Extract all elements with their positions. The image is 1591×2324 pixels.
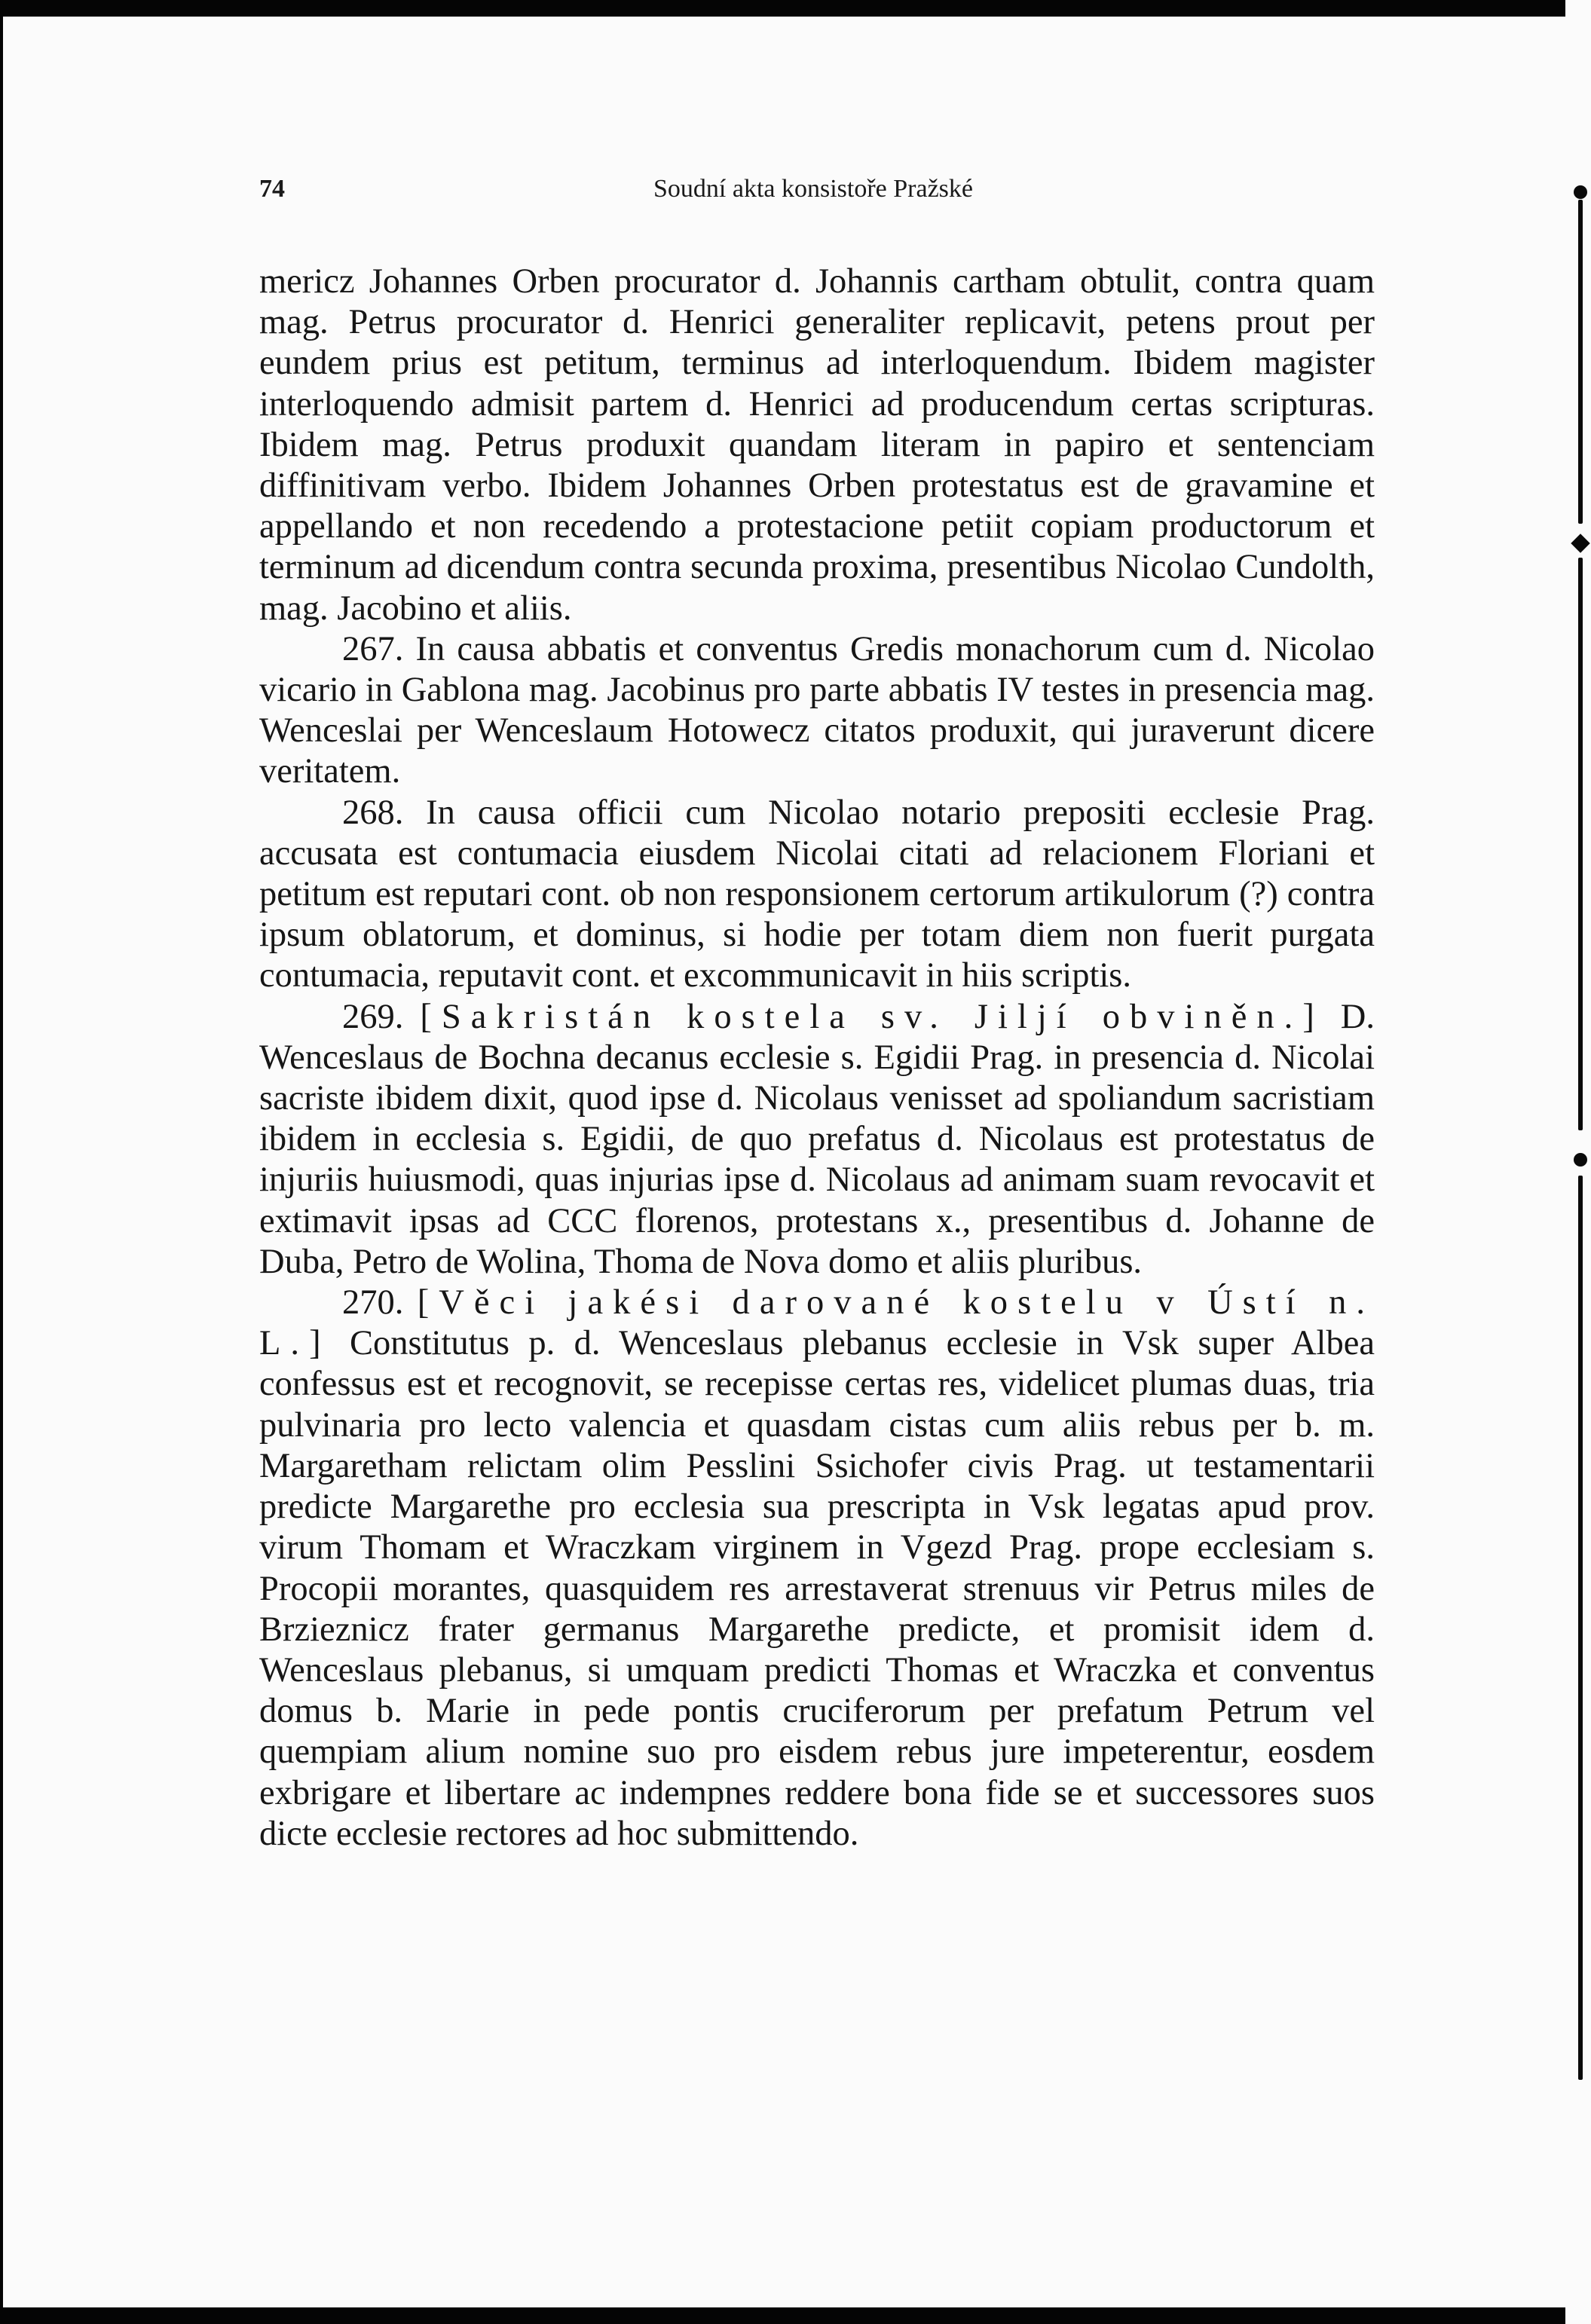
entry-267 (259, 629, 1375, 793)
entry-text: 267. In causa abbatis et conventus Gredis monachorum cum d. Nicolao vicario in Gablona mag. Jacobinus pro parte abbatis IV testes in presencia mag. Wenceslai per Wenceslaum Hotowecz citatos produxit, qui juraverunt dicere veritatem. (259, 629, 1375, 791)
running-title: Soudní akta konsistoře Pražské (653, 175, 973, 203)
entry-heading: [Sakristán kostela sv. Jiljí obviněn.] (420, 997, 1324, 1036)
binding-line (1578, 200, 1583, 524)
body-text (259, 261, 1375, 1855)
entry-number: 269. (342, 997, 404, 1036)
entry-268 (259, 793, 1375, 997)
binding-dot-icon (1574, 185, 1587, 199)
page-number: 74 (259, 175, 285, 203)
entry-heading: [Věci jakési darované kostelu v Ústí n. L.] (259, 1283, 1375, 1363)
entry-text: Constitutus p. d. Wenceslaus plebanus ecclesie in Vsk super Albea confessus est et recognovit, se recepisse certas res, videlicet plumas duas, tria pulvinaria pro lecto valencia et quasdam cistas cum aliis rebus per b. m. Margaretham relictam olim Pesslini Ssichofer civis Prag. ut testamentarii predicte Margarethe pro ecclesia sua prescripta in Vsk legatas apud prov. virum Thomam et Wraczkam virginem in Vgezd Prag. prope ecclesiam s. Procopii morantes, quasquidem res arrestaverat strenuus vir Petrus miles de Brzieznicz frater germanus Margarethe predicte, et promisit idem d. Wenceslaus plebanus, si umquam predicti Thomas et Wraczka et conventus domus b. Marie in pede pontis cruciferorum per prefatum Petrum vel quempiam alium nomine suo pro eisdem rebus jure impeterentur, eosdem exbrigare et libertare ac indempnes reddere bona fide se et successores suos dicte ecclesie rectores ad hoc submittendo. (259, 1324, 1375, 1853)
binding-edge (1565, 0, 1591, 2324)
running-head (259, 175, 1367, 208)
binding-line (1578, 558, 1583, 1130)
paragraph-text: mericz Johannes Orben procurator d. Johannis cartham obtulit, contra quam mag. Petrus procurator d. Henrici generaliter replicavit, petens prout per eundem prius est petitum, terminus ad interloquendum. Ibidem magister interloquendo admisit partem d. Henrici ad producendum certas scripturas. Ibidem mag. Petrus produxit quandam literam in papiro et sentenciam diffinitivam verbo. Ibidem Johannes Orben protestatus est de gravamine et appellando et non recedendo a protestacione petiit copiam productorum et terminum ad dicendum contra secunda proxima, presentibus Nicolao Cundolth, mag. Jacobino et aliis. (259, 262, 1375, 628)
book-page (3, 17, 1565, 2307)
entry-270 (259, 1283, 1375, 1855)
binding-line (1578, 1176, 1583, 2080)
binding-dot-icon (1574, 1153, 1587, 1167)
entry-text: D. Wenceslaus de Bochna decanus ecclesie s. Egidii Prag. in presencia d. Nicolai sacriste ibidem dixit, quod ipse d. Nicolaus venisset ad spoliandum sacristiam ibidem in ecclesia s. Egidii, de quo prefatus d. Nicolaus est protestatus de injuriis huiusmodi, quas injurias ipse d. Nicolaus ad animam suam revocavit et extimavit ipsas ad CCC florenos, protestans x., presentibus d. Johanne de Duba, Petro de Wolina, Thoma de Nova domo et aliis pluribus. (259, 997, 1375, 1281)
paragraph-continuation (259, 261, 1375, 629)
binding-diamond-icon (1571, 534, 1589, 552)
entry-text: 268. In causa officii cum Nicolao notario prepositi ecclesie Prag. accusata est contumacia eiusdem Nicolai citati ad relacionem Floriani et petitum est reputari cont. ob non responsionem certorum artikulorum (?) contra ipsum oblatorum, et dominus, si hodie per totam diem non fuerit purgata contumacia, reputavit cont. et excommunicavit in hiis scriptis. (259, 793, 1375, 995)
entry-269 (259, 997, 1375, 1283)
entry-number: 270. (342, 1283, 404, 1323)
